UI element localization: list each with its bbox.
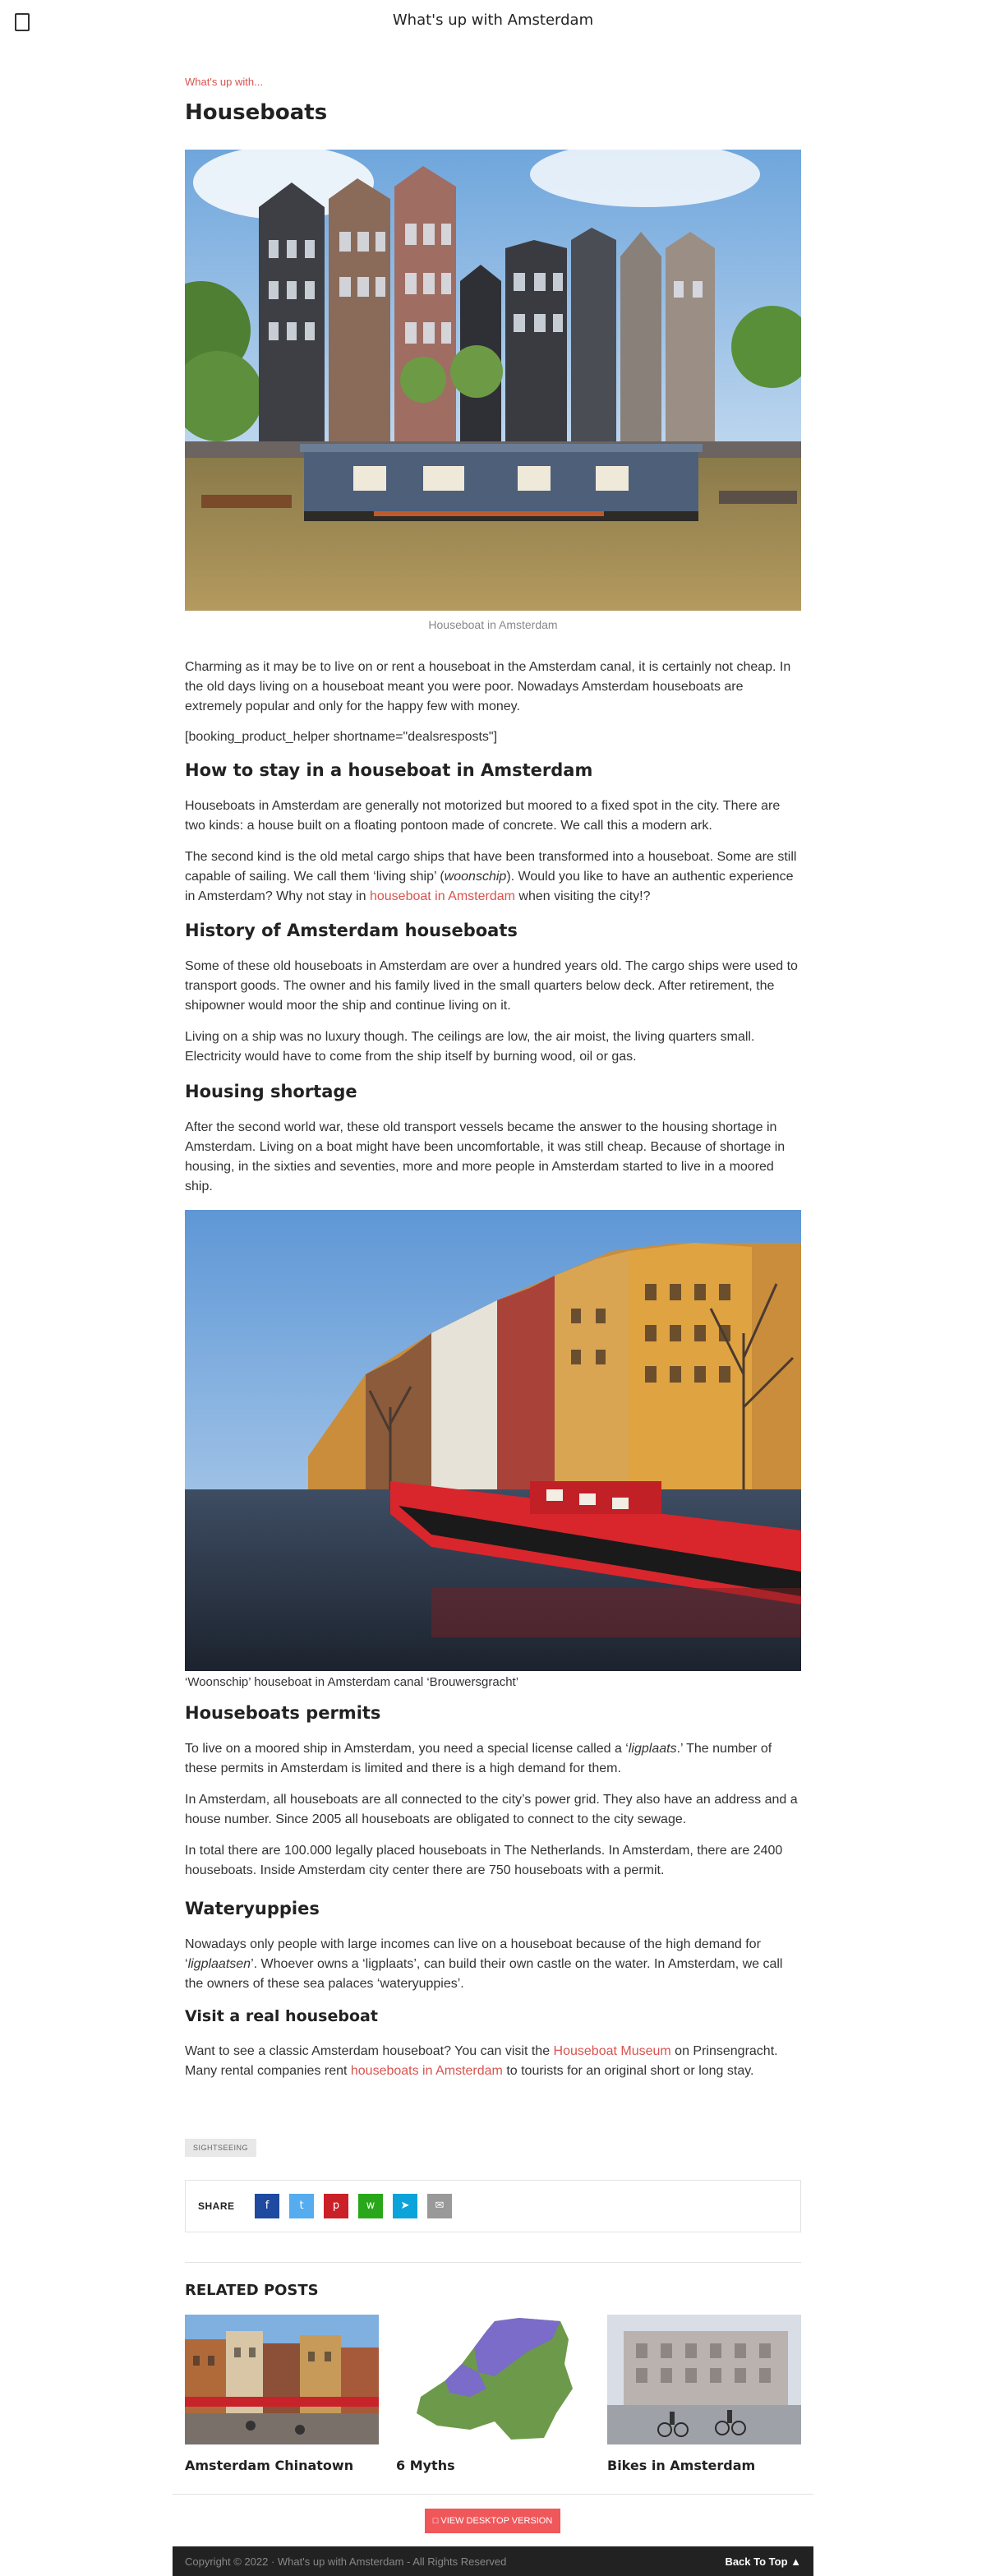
shortcode-text: [booking_product_helper shortname="dealsresposts"] <box>185 730 498 744</box>
related-post-image[interactable] <box>396 2315 590 2444</box>
section-heading-history: History of Amsterdam houseboats <box>185 921 518 940</box>
divider <box>185 2262 801 2263</box>
visit-paragraph: Want to see a classic Amsterdam houseboat? You can visit the Houseboat Museum on Prinsengracht. Many rental companies rent houseboats in Amsterdam to tourists for an original short or long stay. <box>185 2044 778 2078</box>
facebook-icon[interactable]: f <box>255 2194 279 2218</box>
related-post-card[interactable] <box>185 2315 379 2473</box>
section-heading-shortage: Housing shortage <box>185 1082 357 1101</box>
history-paragraph-2: Living on a ship was no luxury though. The ceilings are low, the air moist, the living quarters small. Electricity would have to come from the ship itself by burning wood, oil or gas. <box>185 1030 755 1064</box>
permits-paragraph-3: In total there are 100.000 legally placed houseboats in The Netherlands. In Amsterdam, there are 2400 houseboats. Inside Amsterdam city center there are 750 houseboats with a permit. <box>185 1844 783 1877</box>
netherlands-map-thumbnail <box>396 2315 590 2444</box>
copyright-text: Copyright © 2022 · What's up with Amsterdam - All Rights Reserved <box>185 2555 507 2568</box>
footer-divider <box>173 2494 813 2495</box>
houseboat-link[interactable]: houseboat in Amsterdam <box>369 889 515 903</box>
related-post-title[interactable]: 6 Myths <box>396 2458 455 2473</box>
share-label: SHARE <box>198 2200 235 2212</box>
hero-caption: Houseboat in Amsterdam <box>428 618 558 631</box>
whatsapp-icon[interactable]: w <box>358 2194 383 2218</box>
email-icon[interactable]: ✉ <box>427 2194 452 2218</box>
related-posts-heading: RELATED POSTS <box>185 2282 319 2299</box>
tag-sightseeing[interactable]: SIGHTSEEING <box>185 2139 256 2157</box>
stay-paragraph-1: Houseboats in Amsterdam are generally not motorized but moored to a fixed spot in the city. There are two kinds: a house built on a floating pontoon made of concrete. We call this a modern ark. <box>185 799 781 833</box>
twitter-icon[interactable]: t <box>289 2194 314 2218</box>
related-post-image[interactable] <box>185 2315 379 2444</box>
site-title[interactable]: What's up with Amsterdam <box>392 12 594 29</box>
shortage-paragraph: After the second world war, these old transport vessels became the answer to the housing shortage in Amsterdam. Living on a boat might have been uncomfortable, it was still cheap. Because of shortage in housing, in the sixties and seventies, more and more people in Amsterdam started to live in a moored ship. <box>185 1120 786 1193</box>
related-post-card[interactable] <box>607 2315 801 2473</box>
permits-paragraph-2: In Amsterdam, all houseboats are all connected to the city’s power grid. They also have an address and a house number. Since 2005 all houseboats are obligated to connect to the city sewage. <box>185 1793 798 1826</box>
related-post-image[interactable] <box>607 2315 801 2444</box>
intro-paragraph: Charming as it may be to live on or rent a houseboat in the Amsterdam canal, it is certainly not cheap. In the old days living on a houseboat meant you were poor. Nowadays Amsterdam houseboats are extremely popular and only for the happy few with money. <box>185 660 791 713</box>
canal-image <box>185 1210 801 1671</box>
category-link[interactable]: What's up with... <box>185 76 263 88</box>
wateryuppies-paragraph: Nowadays only people with large incomes can live on a houseboat because of the high demand for ‘ligplaatsen’. Whoever owns a ‘ligplaats’, can build their own castle on the water. In Amsterdam, we call the owners of these sea palaces ‘wateryuppies’. <box>185 1937 783 1991</box>
pinterest-icon[interactable]: p <box>324 2194 348 2218</box>
section-heading-wateryuppies: Wateryuppies <box>185 1899 320 1918</box>
houseboat-photo <box>185 150 801 611</box>
stay-paragraph-2: The second kind is the old metal cargo ships that have been transformed into a houseboat. Some are still capable of sailing. We call them ‘living ship’ (woonschip). Would you like to have an authentic experience in Amsterdam? Why not stay in houseboat in Amsterdam when visiting the city!? <box>185 850 797 903</box>
related-post-title[interactable]: Bikes in Amsterdam <box>607 2458 756 2473</box>
view-desktop-version-button[interactable]: □ VIEW DESKTOP VERSION <box>425 2509 560 2533</box>
telegram-icon[interactable]: ➤ <box>393 2194 417 2218</box>
bikes-thumbnail <box>607 2315 801 2444</box>
back-to-top-link[interactable]: Back To Top ▲ <box>725 2555 801 2568</box>
history-paragraph-1: Some of these old houseboats in Amsterdam are over a hundred years old. The cargo ships were used to transport goods. The owner and his family lived in the small quarters below deck. After retirement, the shipowner would moor the ship and continue living on it. <box>185 959 798 1013</box>
houseboat-museum-link[interactable]: Houseboat Museum <box>553 2044 671 2058</box>
section-heading-visit: Visit a real houseboat <box>185 2007 378 2025</box>
related-post-title[interactable]: Amsterdam Chinatown <box>185 2458 354 2473</box>
brouwersgracht-photo <box>185 1210 801 1671</box>
hero-image <box>185 150 801 611</box>
houseboats-rental-link[interactable]: houseboats in Amsterdam <box>350 2064 503 2078</box>
top-bar <box>0 0 986 43</box>
share-bar <box>185 2180 801 2232</box>
chinatown-thumbnail <box>185 2315 379 2444</box>
footer <box>173 2546 813 2576</box>
canal-caption: ‘Woonschip’ houseboat in Amsterdam canal ‘Brouwersgracht’ <box>185 1675 519 1689</box>
page-title: Houseboats <box>185 100 328 125</box>
related-post-card[interactable] <box>396 2315 590 2473</box>
section-heading-permits: Houseboats permits <box>185 1703 381 1723</box>
section-heading-stay: How to stay in a houseboat in Amsterdam <box>185 760 593 780</box>
permits-paragraph-1: To live on a moored ship in Amsterdam, you need a special license called a ‘ligplaats.’ The number of these permits in Amsterdam is limited and there is a high demand for them. <box>185 1742 772 1775</box>
